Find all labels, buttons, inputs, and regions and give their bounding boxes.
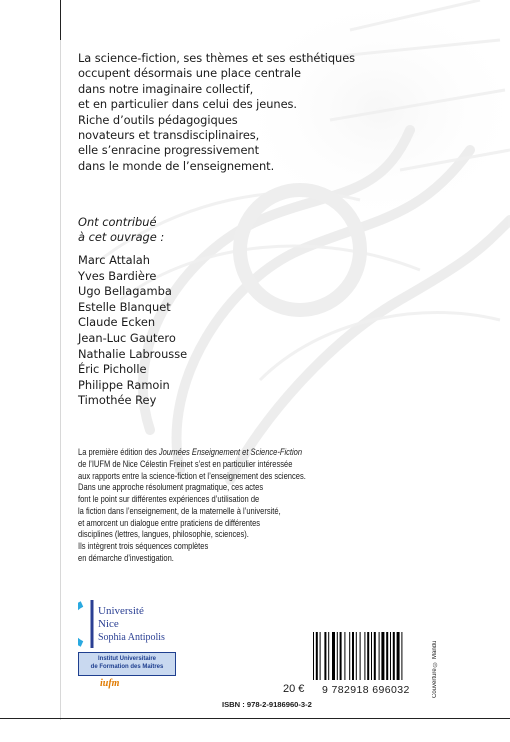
intro-line: novateurs et transdisciplinaires, bbox=[78, 128, 260, 143]
price-label: 20 € bbox=[283, 683, 305, 695]
intro-line: occupent désormais une place centrale bbox=[78, 66, 301, 81]
iufm-logo-line: de Formation des Maîtres bbox=[90, 663, 164, 670]
barcode-bar bbox=[360, 632, 361, 680]
iufm-logo-line: Institut Universitaire bbox=[97, 656, 156, 662]
intro-paragraph bbox=[78, 51, 408, 174]
contributor-name: Marc Attalah bbox=[78, 253, 150, 267]
contributor-name: Philippe Ramoin bbox=[78, 377, 170, 392]
intro-line: elle s’enracine progressivement bbox=[78, 143, 260, 158]
barcode-bar bbox=[344, 632, 345, 680]
barcode-bar bbox=[320, 632, 321, 680]
university-logo bbox=[78, 598, 180, 650]
description-line: Dans une approche résolument pragmatique, ces actes bbox=[78, 482, 264, 493]
contributor-name: Timothée Rey bbox=[78, 393, 157, 408]
barcode-bar bbox=[367, 632, 369, 680]
intro-line: et en particulier dans celui des jeunes. bbox=[78, 97, 297, 112]
intro-line: Riche d’outils pédagogiques bbox=[78, 112, 238, 127]
barcode-digits: 9 782918 696032 bbox=[322, 684, 410, 696]
barcode-bar bbox=[401, 632, 402, 680]
contributor-name: Estelle Blanquet bbox=[78, 299, 171, 314]
intro-line: dans le monde de l’enseignement. bbox=[78, 158, 275, 173]
contributor-name: Jean-Luc Gautero bbox=[78, 330, 176, 345]
contributors-heading-line: à cet ouvrage : bbox=[78, 230, 165, 245]
contributor-name: Yves Bardière bbox=[78, 268, 157, 283]
barcode-bars bbox=[311, 630, 429, 682]
contributor-name: Éric Picholle bbox=[78, 362, 147, 377]
description-line: font le point sur différentes expériences d’utilisation de bbox=[78, 494, 260, 504]
contributor-name: Claude Ecken bbox=[78, 315, 156, 330]
barcode-bar bbox=[332, 632, 335, 680]
description-prefix: La première édition des bbox=[78, 447, 159, 457]
univ-logo-line: Université bbox=[98, 605, 144, 617]
barcode-bar bbox=[374, 632, 376, 680]
description-line: la fiction dans l’enseignement, de la maternelle à l’université, bbox=[78, 505, 281, 516]
barcode-bar bbox=[371, 632, 372, 680]
iufm-logo bbox=[78, 652, 176, 676]
iufm-wordmark: iufm bbox=[100, 678, 120, 689]
intro-line: dans notre imaginaire collectif, bbox=[78, 81, 254, 96]
description-line: disciplines (lettres, langues, philosophie, sciences). bbox=[78, 529, 249, 540]
barcode-bar bbox=[379, 632, 380, 680]
contributors-heading bbox=[78, 215, 164, 246]
barcode-bar bbox=[313, 632, 314, 680]
barcode-bar bbox=[390, 632, 391, 680]
barcode-bar bbox=[397, 632, 400, 680]
description-first-line bbox=[78, 447, 303, 459]
description-event-title: Journées Enseignement et Science-Fiction bbox=[158, 447, 303, 457]
barcode-bar bbox=[340, 632, 342, 680]
contributors-list bbox=[78, 253, 187, 409]
contributor-name: Ugo Bellagamba bbox=[78, 284, 172, 299]
frame-line-bottom bbox=[0, 718, 510, 719]
frame-line-left bbox=[60, 40, 61, 720]
frame-line-top bbox=[60, 0, 61, 40]
intro-line: La science-fiction, ses thèmes et ses esthétiques bbox=[78, 51, 356, 65]
cover-credit: Couverture © Mandu bbox=[432, 640, 438, 698]
barcode-bar bbox=[324, 632, 326, 680]
barcode-bar bbox=[316, 632, 318, 680]
univ-logo-line: Sophia Antipolis bbox=[98, 632, 165, 643]
barcode-bar bbox=[356, 632, 357, 680]
barcode-bar bbox=[337, 632, 338, 680]
univ-logo-line: Nice bbox=[98, 618, 119, 630]
barcode-bar bbox=[386, 632, 388, 680]
contributors-heading-line: Ont contribué bbox=[78, 215, 157, 229]
description-line: en démarche d’investigation. bbox=[78, 552, 174, 563]
barcode-bar bbox=[328, 632, 329, 680]
barcode-bar bbox=[352, 632, 354, 680]
description-line: aux rapports entre la science-fiction et l’enseignement des sciences. bbox=[78, 470, 306, 481]
barcode-bar bbox=[364, 632, 365, 680]
barcode-bar bbox=[393, 632, 395, 680]
description-line: de l’IUFM de Nice Célestin Freinet s’est en particulier intéressée bbox=[78, 458, 293, 469]
barcode-bar bbox=[381, 632, 384, 680]
contributor-name: Nathalie Labrousse bbox=[78, 346, 188, 361]
book-description bbox=[78, 447, 306, 565]
description-line: Ils intègrent trois séquences complètes bbox=[78, 541, 209, 551]
barcode-bar bbox=[349, 632, 350, 680]
description-line: et amorcent un dialogue entre praticiens de différentes bbox=[78, 517, 261, 528]
isbn-label: ISBN : 978-2-9186960-3-2 bbox=[222, 700, 312, 709]
